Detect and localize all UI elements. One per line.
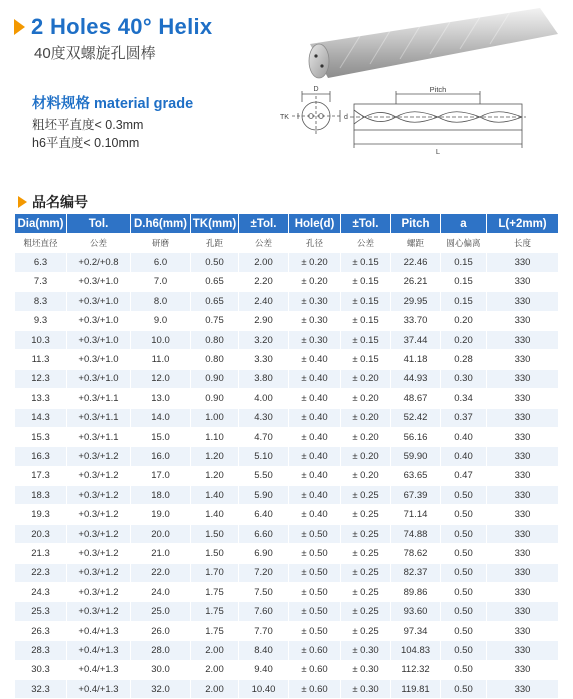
table-cell: 0.50	[441, 524, 487, 543]
table-cell: 5.10	[239, 447, 289, 466]
table-cell: 0.50	[441, 583, 487, 602]
table-cell: 7.20	[239, 563, 289, 582]
column-header: ±Tol.	[341, 214, 391, 234]
table-cell: 0.30	[441, 369, 487, 388]
column-subheader: 公差	[239, 234, 289, 253]
table-cell: 0.50	[441, 563, 487, 582]
table-cell: 26.21	[391, 272, 441, 291]
table-cell: 330	[487, 563, 559, 582]
table-cell: 0.20	[441, 311, 487, 330]
table-cell: 11.0	[131, 350, 191, 369]
column-header: L(+2mm)	[487, 214, 559, 234]
label-d-hole: d	[344, 114, 348, 121]
table-cell: 41.18	[391, 350, 441, 369]
table-cell: +0.4/+1.3	[67, 641, 131, 660]
table-cell: 16.3	[15, 447, 67, 466]
table-cell: ± 0.30	[341, 679, 391, 698]
table-subheader-row	[15, 234, 559, 253]
table-cell: 21.0	[131, 544, 191, 563]
table-cell: 1.50	[191, 524, 239, 543]
table-cell: ± 0.50	[289, 524, 341, 543]
table-cell: 1.75	[191, 602, 239, 621]
label-length: L	[435, 147, 441, 156]
table-cell: 330	[487, 660, 559, 679]
table-cell: 82.37	[391, 563, 441, 582]
table-row	[15, 292, 559, 311]
table-row	[15, 272, 559, 291]
column-header: D.h6(mm)	[131, 214, 191, 234]
table-row	[15, 466, 559, 485]
table-cell: +0.3/+1.2	[67, 563, 131, 582]
table-cell: 0.34	[441, 389, 487, 408]
table-cell: ± 0.25	[341, 621, 391, 640]
table-cell: ± 0.20	[341, 427, 391, 446]
table-cell: 6.40	[239, 505, 289, 524]
table-cell: 2.00	[191, 641, 239, 660]
table-cell: 9.3	[15, 311, 67, 330]
table-cell: 16.0	[131, 447, 191, 466]
table-cell: 0.65	[191, 292, 239, 311]
table-cell: 330	[487, 330, 559, 349]
table-cell: 0.37	[441, 408, 487, 427]
table-cell: 4.00	[239, 389, 289, 408]
table-cell: 71.14	[391, 505, 441, 524]
table-cell: ± 0.20	[341, 408, 391, 427]
table-cell: 25.0	[131, 602, 191, 621]
table-cell: 18.3	[15, 486, 67, 505]
table-cell: 0.50	[441, 602, 487, 621]
table-cell: 2.40	[239, 292, 289, 311]
table-cell: 104.83	[391, 641, 441, 660]
table-cell: 8.3	[15, 292, 67, 311]
table-cell: 330	[487, 679, 559, 698]
table-row	[15, 253, 559, 272]
table-cell: +0.3/+1.0	[67, 369, 131, 388]
table-cell: 10.0	[131, 330, 191, 349]
table-cell: 13.0	[131, 389, 191, 408]
table-cell: 32.0	[131, 679, 191, 698]
table-cell: ± 0.30	[289, 311, 341, 330]
table-row	[15, 505, 559, 524]
table-cell: 6.3	[15, 253, 67, 272]
table-cell: 0.75	[191, 311, 239, 330]
table-cell: 8.40	[239, 641, 289, 660]
table-cell: 330	[487, 602, 559, 621]
table-cell: 112.32	[391, 660, 441, 679]
column-subheader: 螺距	[391, 234, 441, 253]
table-cell: ± 0.60	[289, 641, 341, 660]
column-subheader: 粗坯直径	[15, 234, 67, 253]
table-cell: 4.30	[239, 408, 289, 427]
table-cell: 37.44	[391, 330, 441, 349]
table-cell: 5.50	[239, 466, 289, 485]
table-cell: 24.3	[15, 583, 67, 602]
column-subheader: 圆心偏离	[441, 234, 487, 253]
table-cell: 48.67	[391, 389, 441, 408]
table-cell: 330	[487, 486, 559, 505]
table-cell: 330	[487, 292, 559, 311]
table-cell: 12.0	[131, 369, 191, 388]
table-cell: ± 0.25	[341, 602, 391, 621]
column-header: TK(mm)	[191, 214, 239, 234]
table-cell: 0.50	[441, 660, 487, 679]
table-row	[15, 486, 559, 505]
table-cell: 56.16	[391, 427, 441, 446]
table-cell: 0.50	[191, 253, 239, 272]
table-row	[15, 330, 559, 349]
table-cell: ± 0.20	[341, 447, 391, 466]
table-row	[15, 524, 559, 543]
table-cell: +0.3/+1.2	[67, 583, 131, 602]
table-cell: 2.00	[191, 679, 239, 698]
table-row	[15, 641, 559, 660]
table-cell: 0.50	[441, 544, 487, 563]
table-row	[15, 350, 559, 369]
table-cell: ± 0.60	[289, 660, 341, 679]
table-cell: ± 0.50	[289, 621, 341, 640]
rod-photo	[300, 6, 562, 86]
column-header: a	[441, 214, 487, 234]
table-cell: 6.0	[131, 253, 191, 272]
table-cell: 330	[487, 524, 559, 543]
table-cell: 1.20	[191, 447, 239, 466]
table-cell: 7.0	[131, 272, 191, 291]
table-cell: 12.3	[15, 369, 67, 388]
table-cell: 1.40	[191, 505, 239, 524]
table-cell: ± 0.15	[341, 350, 391, 369]
table-cell: ± 0.40	[289, 369, 341, 388]
table-cell: 67.39	[391, 486, 441, 505]
table-cell: 19.3	[15, 505, 67, 524]
table-cell: +0.3/+1.2	[67, 544, 131, 563]
table-cell: +0.4/+1.3	[67, 660, 131, 679]
table-cell: 18.0	[131, 486, 191, 505]
table-cell: 0.90	[191, 369, 239, 388]
table-cell: 78.62	[391, 544, 441, 563]
table-cell: 7.70	[239, 621, 289, 640]
column-header: ±Tol.	[239, 214, 289, 234]
table-cell: ± 0.50	[289, 563, 341, 582]
table-row	[15, 583, 559, 602]
table-cell: ± 0.40	[289, 427, 341, 446]
table-cell: 0.28	[441, 350, 487, 369]
table-cell: 330	[487, 583, 559, 602]
table-row	[15, 447, 559, 466]
table-cell: 0.50	[441, 486, 487, 505]
table-cell: ± 0.40	[289, 505, 341, 524]
table-cell: 32.3	[15, 679, 67, 698]
table-cell: 0.40	[441, 447, 487, 466]
table-cell: 0.47	[441, 466, 487, 485]
table-cell: ± 0.30	[289, 292, 341, 311]
table-cell: ± 0.15	[341, 292, 391, 311]
table-cell: +0.3/+1.0	[67, 272, 131, 291]
table-cell: ± 0.15	[341, 311, 391, 330]
column-header: Tol.	[67, 214, 131, 234]
table-cell: +0.4/+1.3	[67, 679, 131, 698]
page-subtitle: 40度双螺旋孔圆棒	[34, 45, 156, 62]
column-subheader: 长度	[487, 234, 559, 253]
table-cell: 44.93	[391, 369, 441, 388]
table-cell: ± 0.50	[289, 544, 341, 563]
table-cell: ± 0.50	[289, 602, 341, 621]
table-cell: ± 0.25	[341, 524, 391, 543]
table-row	[15, 408, 559, 427]
table-cell: 74.88	[391, 524, 441, 543]
label-d-outer: D	[313, 86, 319, 93]
column-subheader: 公差	[341, 234, 391, 253]
table-cell: +0.3/+1.1	[67, 427, 131, 446]
table-cell: ± 0.15	[341, 253, 391, 272]
label-tk: TK	[280, 114, 289, 121]
label-pitch: Pitch	[429, 86, 447, 94]
table-cell: +0.3/+1.1	[67, 408, 131, 427]
table-cell: 0.15	[441, 253, 487, 272]
table-cell: 97.34	[391, 621, 441, 640]
table-cell: ± 0.20	[341, 466, 391, 485]
table-cell: 330	[487, 272, 559, 291]
table-cell: 14.3	[15, 408, 67, 427]
table-cell: 0.50	[441, 641, 487, 660]
table-row	[15, 602, 559, 621]
spec-rough-straightness: 粗坯平直度< 0.3mm	[32, 118, 144, 132]
table-cell: 25.3	[15, 602, 67, 621]
column-subheader: 孔径	[289, 234, 341, 253]
page-header	[14, 14, 212, 63]
table-cell: 26.3	[15, 621, 67, 640]
table-cell: 29.95	[391, 292, 441, 311]
table-cell: ± 0.30	[341, 660, 391, 679]
table-cell: +0.3/+1.0	[67, 292, 131, 311]
table-cell: 28.0	[131, 641, 191, 660]
table-cell: 15.3	[15, 427, 67, 446]
table-cell: 6.60	[239, 524, 289, 543]
table-cell: 1.40	[191, 486, 239, 505]
table-cell: 330	[487, 466, 559, 485]
table-cell: 33.70	[391, 311, 441, 330]
table-cell: ± 0.20	[341, 369, 391, 388]
table-cell: 5.90	[239, 486, 289, 505]
table-cell: +0.3/+1.2	[67, 466, 131, 485]
table-cell: 21.3	[15, 544, 67, 563]
table-cell: 30.3	[15, 660, 67, 679]
column-header: Pitch	[391, 214, 441, 234]
table-row	[15, 621, 559, 640]
table-cell: 0.50	[441, 679, 487, 698]
table-cell: ± 0.25	[341, 505, 391, 524]
table-cell: 330	[487, 369, 559, 388]
table-cell: 13.3	[15, 389, 67, 408]
table-cell: 330	[487, 253, 559, 272]
table-cell: 1.75	[191, 583, 239, 602]
column-subheader: 研磨	[131, 234, 191, 253]
spec-table	[14, 213, 559, 699]
table-cell: 22.3	[15, 563, 67, 582]
table-cell: 0.50	[441, 505, 487, 524]
table-cell: ± 0.25	[341, 544, 391, 563]
table-cell: ± 0.40	[289, 350, 341, 369]
table-cell: ± 0.15	[341, 272, 391, 291]
table-cell: 2.00	[191, 660, 239, 679]
table-cell: ± 0.15	[341, 330, 391, 349]
table-cell: 1.00	[191, 408, 239, 427]
table-cell: 330	[487, 350, 559, 369]
table-cell: 7.60	[239, 602, 289, 621]
table-cell: 0.40	[441, 427, 487, 446]
table-cell: 0.15	[441, 272, 487, 291]
table-cell: 330	[487, 505, 559, 524]
table-cell: 14.0	[131, 408, 191, 427]
table-cell: 3.80	[239, 369, 289, 388]
table-cell: +0.3/+1.2	[67, 505, 131, 524]
table-cell: ± 0.40	[289, 466, 341, 485]
table-cell: 4.70	[239, 427, 289, 446]
table-cell: ± 0.25	[341, 486, 391, 505]
table-row	[15, 563, 559, 582]
table-cell: 17.3	[15, 466, 67, 485]
table-cell: +0.3/+1.2	[67, 524, 131, 543]
table-header-row	[15, 214, 559, 234]
column-subheader: 孔距	[191, 234, 239, 253]
table-cell: 3.20	[239, 330, 289, 349]
table-cell: 330	[487, 408, 559, 427]
table-cell: 19.0	[131, 505, 191, 524]
spec-h6-straightness: h6平直度< 0.10mm	[32, 136, 140, 150]
table-cell: 1.50	[191, 544, 239, 563]
table-cell: 0.20	[441, 330, 487, 349]
table-cell: ± 0.40	[289, 486, 341, 505]
table-cell: 52.42	[391, 408, 441, 427]
table-cell: 22.46	[391, 253, 441, 272]
table-cell: 30.0	[131, 660, 191, 679]
table-cell: ± 0.20	[341, 389, 391, 408]
table-row	[15, 679, 559, 698]
table-cell: 330	[487, 311, 559, 330]
table-cell: ± 0.40	[289, 408, 341, 427]
table-cell: 2.00	[239, 253, 289, 272]
table-row	[15, 369, 559, 388]
column-subheader: 公差	[67, 234, 131, 253]
table-cell: ± 0.40	[289, 447, 341, 466]
triangle-bullet-icon	[18, 196, 27, 208]
table-cell: 8.0	[131, 292, 191, 311]
table-cell: 93.60	[391, 602, 441, 621]
table-cell: 330	[487, 389, 559, 408]
table-cell: +0.3/+1.0	[67, 350, 131, 369]
table-cell: +0.3/+1.0	[67, 330, 131, 349]
table-cell: 1.10	[191, 427, 239, 446]
table-cell: 22.0	[131, 563, 191, 582]
table-cell: 119.81	[391, 679, 441, 698]
table-cell: 330	[487, 427, 559, 446]
table-cell: 330	[487, 544, 559, 563]
table-cell: 0.90	[191, 389, 239, 408]
table-cell: +0.3/+1.0	[67, 311, 131, 330]
table-cell: +0.3/+1.2	[67, 486, 131, 505]
table-cell: ± 0.20	[289, 272, 341, 291]
table-row	[15, 660, 559, 679]
table-row	[15, 427, 559, 446]
table-cell: 28.3	[15, 641, 67, 660]
table-cell: 1.20	[191, 466, 239, 485]
table-cell: 17.0	[131, 466, 191, 485]
table-cell: 11.3	[15, 350, 67, 369]
table-cell: 6.90	[239, 544, 289, 563]
table-row	[15, 389, 559, 408]
table-cell: 59.90	[391, 447, 441, 466]
table-cell: ± 0.20	[289, 253, 341, 272]
table-cell: +0.3/+1.2	[67, 602, 131, 621]
table-cell: ± 0.40	[289, 389, 341, 408]
table-cell: 330	[487, 447, 559, 466]
table-cell: ± 0.60	[289, 679, 341, 698]
table-cell: 2.90	[239, 311, 289, 330]
table-cell: 330	[487, 641, 559, 660]
table-cell: +0.2/+0.8	[67, 253, 131, 272]
technical-drawing	[272, 86, 562, 160]
table-cell: 15.0	[131, 427, 191, 446]
section-title: 品名编号	[32, 194, 88, 210]
table-row	[15, 544, 559, 563]
table-cell: 0.80	[191, 350, 239, 369]
table-cell: 9.0	[131, 311, 191, 330]
table-cell: 63.65	[391, 466, 441, 485]
table-cell: 89.86	[391, 583, 441, 602]
table-cell: 2.20	[239, 272, 289, 291]
column-header: Hole(d)	[289, 214, 341, 234]
table-cell: ± 0.50	[289, 583, 341, 602]
table-cell: 1.70	[191, 563, 239, 582]
table-cell: 3.30	[239, 350, 289, 369]
table-cell: 0.50	[441, 621, 487, 640]
table-cell: ± 0.30	[341, 641, 391, 660]
table-cell: 26.0	[131, 621, 191, 640]
table-cell: ± 0.30	[289, 330, 341, 349]
table-cell: 7.3	[15, 272, 67, 291]
page-title: 2 Holes 40° Helix	[31, 14, 213, 39]
table-cell: +0.4/+1.3	[67, 621, 131, 640]
table-cell: 0.80	[191, 330, 239, 349]
table-cell: +0.3/+1.1	[67, 389, 131, 408]
table-cell: 24.0	[131, 583, 191, 602]
triangle-bullet-icon	[14, 19, 25, 35]
table-row	[15, 311, 559, 330]
title-row	[14, 14, 212, 40]
section-heading	[18, 192, 88, 212]
table-cell: 330	[487, 621, 559, 640]
table-cell: 1.75	[191, 621, 239, 640]
column-header: Dia(mm)	[15, 214, 67, 234]
table-cell: 10.40	[239, 679, 289, 698]
table-cell: ± 0.25	[341, 583, 391, 602]
table-cell: +0.3/+1.2	[67, 447, 131, 466]
table-cell: 7.50	[239, 583, 289, 602]
table-cell: 0.15	[441, 292, 487, 311]
table-cell: 20.0	[131, 524, 191, 543]
table-cell: 9.40	[239, 660, 289, 679]
table-cell: 0.65	[191, 272, 239, 291]
table-cell: 10.3	[15, 330, 67, 349]
table-cell: 20.3	[15, 524, 67, 543]
grade-heading: 材料规格 material grade	[32, 96, 194, 112]
table-cell: ± 0.25	[341, 563, 391, 582]
